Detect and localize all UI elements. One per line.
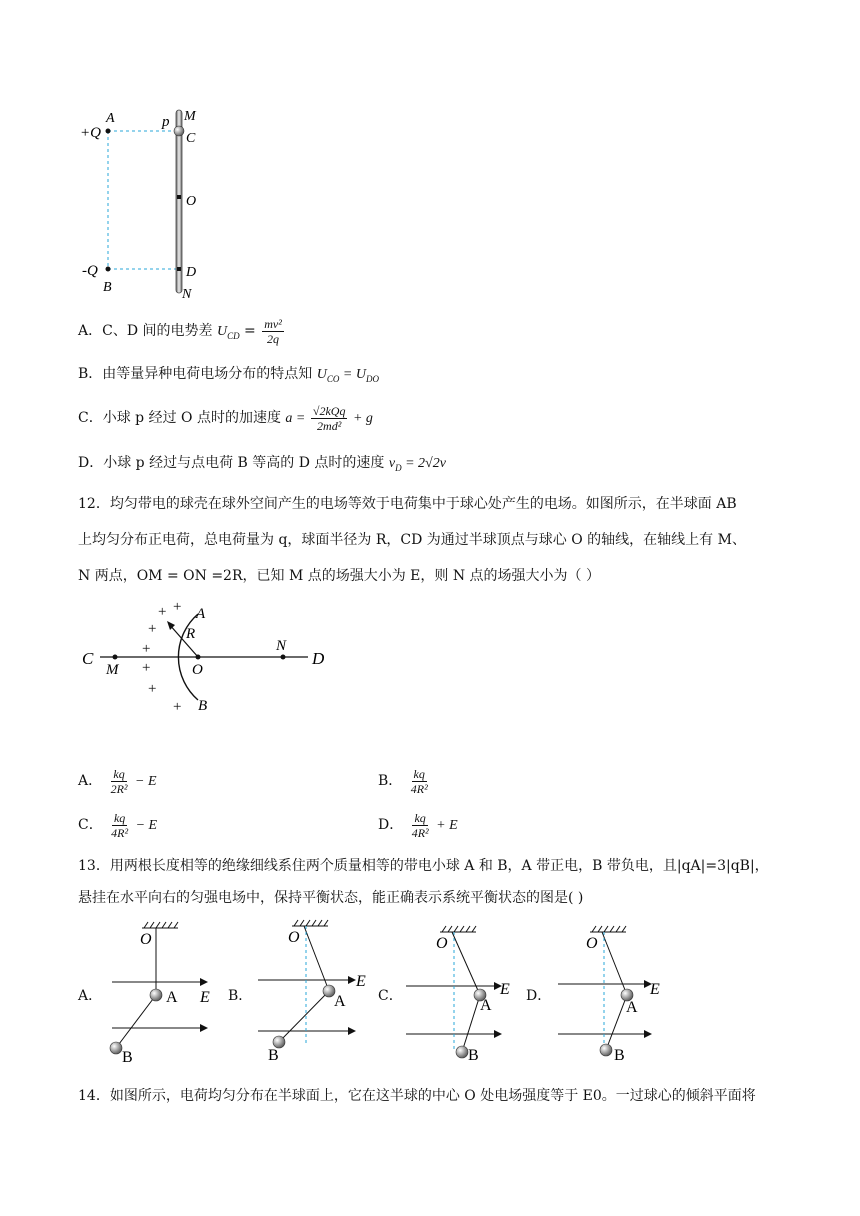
insulating-rod bbox=[176, 110, 182, 293]
q13-figure-c bbox=[402, 924, 522, 1064]
label-b: B bbox=[198, 698, 208, 714]
ball-a bbox=[150, 989, 162, 1001]
svg-text:B: B bbox=[614, 1047, 625, 1064]
label-b: B bbox=[103, 280, 112, 295]
svg-text:A: A bbox=[626, 999, 638, 1016]
q12-option-c[interactable]: C． $\frac{kq}{\text{4R²}}$ − E bbox=[78, 810, 158, 840]
label-c: C bbox=[82, 649, 94, 668]
svg-text:+: + bbox=[148, 621, 157, 637]
label-a: A bbox=[106, 111, 115, 126]
svg-text:+: + bbox=[173, 599, 182, 615]
q13-option-a-label[interactable]: A． bbox=[78, 988, 103, 1004]
q13-stem-line1: 13．用两根长度相等的绝缘细线系住两个质量相等的带电小球 A 和 B，A 带正电，B 带负电，且|qA|=3|qB|， bbox=[78, 858, 769, 874]
label-m: M bbox=[106, 662, 119, 678]
svg-text:O: O bbox=[288, 929, 300, 946]
q13-option-c-label[interactable]: C． bbox=[378, 988, 403, 1004]
svg-text:A: A bbox=[166, 989, 178, 1006]
svg-text:B: B bbox=[468, 1047, 479, 1064]
label-minus-q: -Q bbox=[82, 263, 98, 279]
charge-minus-q bbox=[106, 267, 111, 272]
svg-text:+: + bbox=[142, 641, 151, 657]
svg-text:+: + bbox=[173, 699, 182, 715]
label-r: R bbox=[186, 626, 196, 642]
point-m bbox=[113, 655, 118, 660]
label-n: N bbox=[276, 638, 287, 654]
q14-stem-line1: 14．如图所示，电荷均匀分布在半球面上，它在这半球的中心 O 处电场强度等于 E0。一过球心的倾斜平面将 bbox=[78, 1088, 756, 1104]
svg-text:A: A bbox=[480, 997, 492, 1014]
q12-option-d[interactable]: D． $\frac{kq}{\text{4R²}}$ + E bbox=[378, 810, 458, 840]
q11-option-b[interactable]: B．由等量异种电荷电场分布的特点知 $U_{CO} = U_{DO}$ bbox=[78, 366, 379, 384]
svg-text:+: + bbox=[148, 681, 157, 697]
ball-p bbox=[174, 126, 184, 136]
q13-figure-b bbox=[254, 918, 382, 1064]
q13-figure-a bbox=[104, 920, 224, 1062]
label-d: D bbox=[186, 265, 197, 280]
svg-text:+: + bbox=[142, 660, 151, 676]
q11-option-c[interactable]: C．小球 p 经过 O 点时的加速度 a = $\frac{\text{√2kQq}}{\text{2md²}}$ + g bbox=[78, 403, 373, 433]
label-plus-q: +Q bbox=[80, 125, 101, 141]
q12-option-b[interactable]: B． $\frac{kq}{\text{4R²}}$ bbox=[378, 766, 428, 796]
charge-plus-q bbox=[106, 129, 111, 134]
svg-text:O: O bbox=[586, 935, 598, 952]
label-c: C bbox=[186, 131, 196, 146]
label-n: N bbox=[182, 287, 192, 302]
q13-stem-line2: 悬挂在水平向右的匀强电场中，保持平衡状态，能正确表示系统平衡状态的图是( ) bbox=[78, 890, 584, 906]
label-a: A bbox=[196, 606, 206, 622]
svg-text:B: B bbox=[268, 1047, 279, 1064]
svg-text:A: A bbox=[334, 993, 346, 1010]
svg-text:O: O bbox=[140, 931, 152, 948]
q11-figure bbox=[78, 104, 218, 304]
svg-text:E: E bbox=[356, 973, 366, 990]
q12-stem-line3: N 两点，OM = ON =2R，已知 M 点的场强大小为 E，则 N 点的场强大小为（ ） bbox=[78, 568, 601, 584]
label-d: D bbox=[312, 649, 325, 668]
ball-b bbox=[110, 1042, 122, 1054]
svg-text:O: O bbox=[436, 935, 448, 952]
q12-option-a[interactable]: A． $\frac{kq}{\text{2R²}}$ − E bbox=[78, 766, 157, 796]
label-m: M bbox=[184, 109, 196, 124]
q11-option-a[interactable]: A．C、D 间的电势差 $U_{CD}$ = $\frac{\text{mv²}}{2q}$ bbox=[78, 316, 282, 346]
q12-figure bbox=[78, 596, 338, 718]
svg-text:B: B bbox=[122, 1049, 133, 1062]
svg-text:E: E bbox=[500, 981, 510, 998]
point-n bbox=[281, 655, 286, 660]
svg-text:+: + bbox=[158, 604, 167, 620]
label-o: O bbox=[192, 662, 203, 678]
q13-option-d-label[interactable]: D． bbox=[526, 988, 552, 1004]
label-o: O bbox=[186, 194, 197, 209]
q11-option-d[interactable]: D．小球 p 经过与点电荷 B 等高的 D 点时的速度 $v_D = 2√2v$ bbox=[78, 455, 446, 473]
label-p: p bbox=[162, 114, 170, 130]
svg-text:E: E bbox=[200, 989, 210, 1006]
q12-stem-line1: 12．均匀带电的球壳在球外空间产生的电场等效于电荷集中于球心处产生的电场。如图所示，在半球面 AB bbox=[78, 496, 737, 512]
svg-text:E: E bbox=[650, 981, 660, 998]
q13-option-b-label[interactable]: B． bbox=[228, 988, 253, 1004]
point-o bbox=[196, 655, 201, 660]
q12-stem-line2: 上均匀分布正电荷，总电荷量为 q，球面半径为 R，CD 为通过半球顶点与球心 O 的轴线，在轴线上有 M、 bbox=[78, 532, 746, 548]
q13-figure-d bbox=[552, 924, 674, 1064]
